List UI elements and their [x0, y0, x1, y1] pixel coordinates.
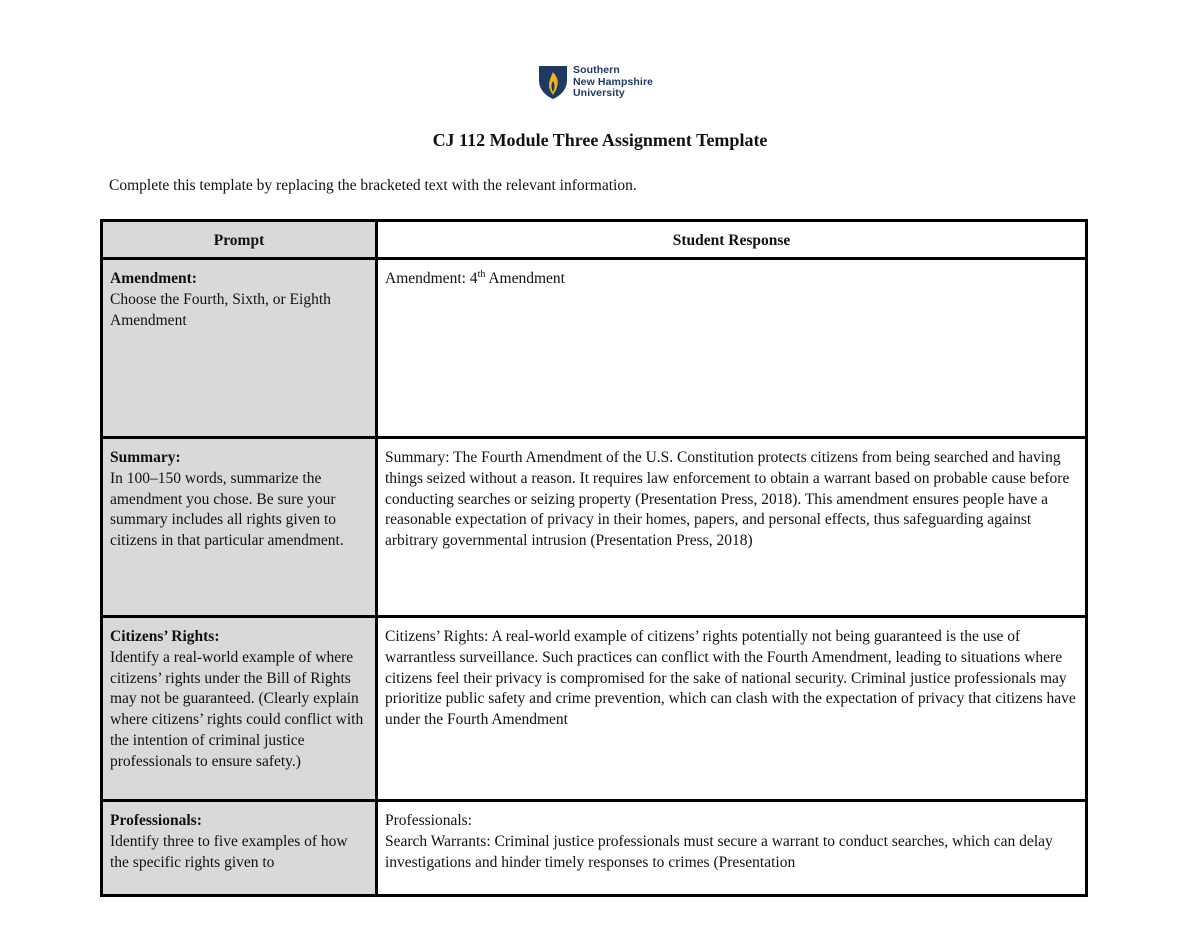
prompt-cell-citizens-rights: [102, 617, 377, 801]
ordinal-superscript: th: [477, 268, 486, 280]
prompt-text: In 100–150 words, summarize the amendment you chose. Be sure your summary includes all rights given to citizens in that particular amendment.: [110, 469, 344, 550]
snhu-flame-shield-icon: [538, 64, 568, 100]
logo-line-3: University: [573, 87, 625, 99]
prompt-label: Amendment:: [110, 270, 197, 287]
response-suffix: Amendment: [485, 270, 565, 287]
prompt-cell-amendment: [102, 259, 377, 438]
prompt-label: Citizens’ Rights:: [110, 628, 220, 645]
instructions-text: Complete this template by replacing the bracketed text with the relevant information.: [109, 177, 637, 194]
prompt-label: Professionals:: [110, 812, 202, 829]
table-row: [102, 259, 1087, 438]
prompt-text: Identify a real-world example of where citizens’ rights under the Bill of Rights may not be guaranteed. (Clearly explain where citizens’ rights could conflict with the intention of criminal justice professionals to ensure safety.): [110, 648, 364, 770]
response-text: Search Warrants: Criminal justice professionals must secure a warrant to conduct searches, which can delay investigations and hinder timely responses to crimes (Presentation: [385, 832, 1053, 871]
response-heading: Professionals:: [385, 812, 472, 829]
prompt-label: Summary:: [110, 449, 181, 466]
university-logo: [538, 64, 668, 104]
response-cell-citizens-rights[interactable]: [377, 617, 1087, 801]
prompt-text: Choose the Fourth, Sixth, or Eighth Amendment: [110, 290, 331, 329]
response-cell-professionals[interactable]: [377, 801, 1087, 896]
logo-line-1: Southern: [573, 64, 620, 76]
response-text: Citizens’ Rights: A real-world example of citizens’ rights potentially not being guaranteed is the use of warrantless surveillance. Such practices can conflict with the Fourth Amendment, leading to situations where citizens feel their privacy is compromised for the sake of national security. Criminal justice professionals may prioritize public safety and crime prevention, which can clash with the expectation of privacy that citizens have under the Fourth Amendment: [385, 628, 1076, 729]
response-cell-summary[interactable]: [377, 438, 1087, 617]
university-name: [573, 65, 653, 100]
prompt-cell-professionals: [102, 801, 377, 896]
prompt-cell-summary: [102, 438, 377, 617]
response-text: Summary: The Fourth Amendment of the U.S. Constitution protects citizens from being searched and having things seized without a reason. It requires law enforcement to obtain a warrant based on probable cause before conducting searches or seizing property (Presentation Press, 2018). This amendment ensures people have a reasonable expectation of privacy in their homes, papers, and personal effects, thus safeguarding against arbitrary governmental intrusion (Presentation Press, 2018): [385, 449, 1070, 550]
assignment-table: [100, 219, 1088, 897]
response-text: [385, 269, 1078, 290]
table-header-row: [102, 221, 1087, 259]
document-title: CJ 112 Module Three Assignment Template: [432, 130, 768, 150]
response-column-header: Student Response: [377, 221, 1087, 259]
prompt-text: Identify three to five examples of how the specific rights given to: [110, 832, 348, 871]
response-prefix: Amendment: 4: [385, 270, 478, 287]
prompt-column-header: Prompt: [102, 221, 377, 259]
response-cell-amendment[interactable]: [377, 259, 1087, 438]
table-row: [102, 617, 1087, 801]
table-row: [102, 438, 1087, 617]
table-row: [102, 801, 1087, 896]
logo-line-2: New Hampshire: [573, 75, 654, 88]
